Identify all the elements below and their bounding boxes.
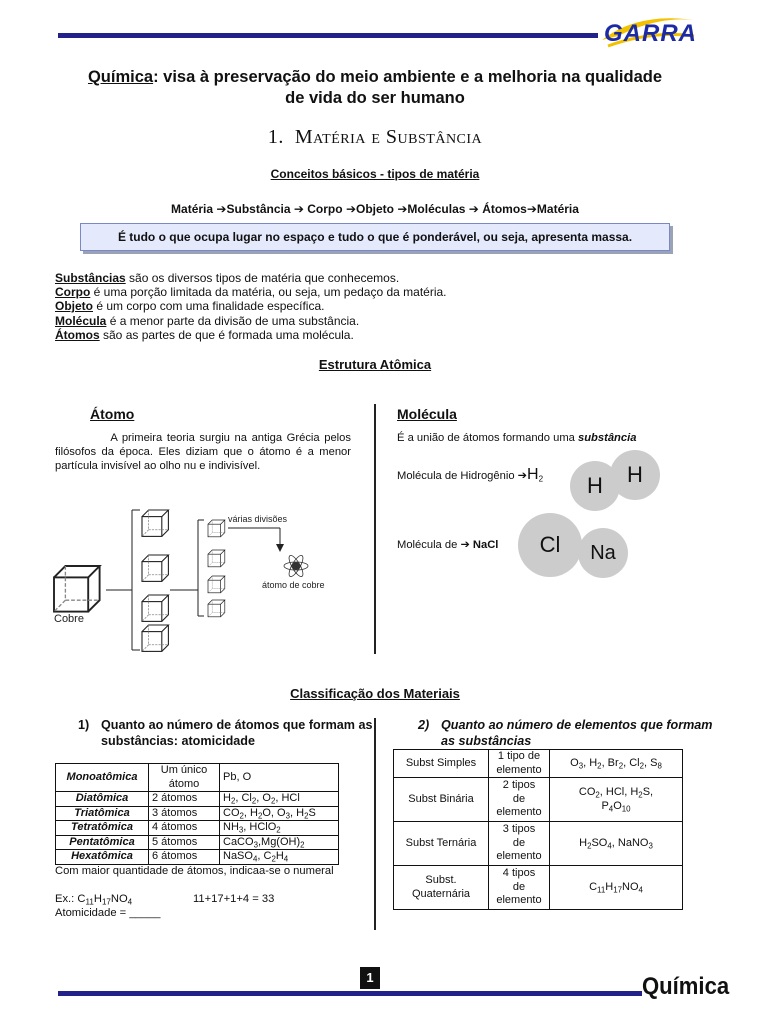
definition-term: Objeto: [55, 299, 93, 314]
table-row: [394, 778, 683, 822]
concepts-heading: Conceitos básicos - tipos de matéria: [270, 167, 480, 181]
table-cell: Pb, O: [220, 764, 339, 792]
small-cube-icon: [208, 550, 225, 567]
question-number: 2): [418, 718, 430, 732]
atom-heading: Átomo: [90, 406, 135, 422]
table-cell: Diatômica: [56, 792, 149, 807]
question-number: 1): [78, 718, 90, 732]
arrow-right-icon: ➔: [460, 539, 470, 551]
logo-text: GARRA: [604, 20, 697, 47]
definitions-list: [55, 271, 695, 342]
hydrogen-subscript: 2: [538, 474, 544, 484]
example-formula: $C_{11}H_{17}NO_4$: [77, 893, 133, 907]
table-cell: Hexatômica: [56, 850, 149, 865]
chain-item: Matéria: [536, 202, 579, 216]
atom-paragraph: [55, 431, 351, 473]
table-row: [394, 866, 683, 910]
table-cell: Subst. Quaternária: [394, 866, 489, 910]
molecule-desc-emphasis: substância: [577, 432, 637, 444]
definition-term: Molécula: [55, 313, 107, 328]
footer-rule: [58, 991, 642, 996]
table-cell: Tetratômica: [56, 821, 149, 836]
definition-term: Substâncias: [55, 271, 126, 285]
divisions-label: várias divisões: [228, 514, 288, 524]
definition-box: É tudo o que ocupa lugar no espaço e tudo o que é ponderável, ou seja, apresenta massa.: [80, 223, 670, 251]
table-cell: 2 tipos de elemento: [489, 778, 550, 822]
table-cell: 2 átomos: [149, 792, 220, 807]
title-line2: de vida do ser humano: [285, 89, 465, 107]
table-cell: $C_{11}H_{17}NO_4$: [550, 866, 683, 910]
molecule-heading: Molécula: [397, 406, 457, 422]
hydrogen-label-text: Molécula de Hidrogênio: [397, 470, 518, 482]
big-cube-icon: [54, 566, 100, 612]
small-cube-icon: [208, 600, 225, 617]
arrow-right-icon: ➔: [526, 202, 537, 216]
classification-heading: Classificação dos Materiais: [290, 686, 460, 701]
atomicity-table: [55, 763, 339, 865]
hydrogen-atom-circle: H: [570, 461, 620, 511]
section-title: [60, 126, 690, 149]
table-row: [56, 806, 339, 821]
header-rule: [58, 33, 598, 38]
table-cell: 3 átomos: [149, 806, 220, 821]
medium-cube-icon: [142, 510, 168, 536]
definition-text: é uma porção limitada da matéria, ou seja, um pedaço da matéria.: [90, 285, 447, 300]
table-cell: 4 tipos de elemento: [489, 866, 550, 910]
arrow-right-icon: ➔: [468, 202, 479, 216]
medium-cube-icon: [142, 555, 168, 581]
copper-division-diagram: [50, 500, 360, 660]
atom-icon: [284, 554, 308, 579]
footer-title: Química: [642, 973, 730, 1000]
column-divider: [374, 718, 376, 930]
table-cell: $CO_2$, $H_2O$, $O_3$, $H_2S$: [220, 806, 339, 821]
example-result: 11+17+1+4 = 33: [193, 893, 275, 905]
elements-table: [393, 749, 683, 910]
small-cube-icon: [208, 520, 225, 537]
molecule-description: [397, 432, 717, 444]
hydrogen-molecule-label: [397, 466, 543, 484]
table-cell: Um único átomo: [149, 764, 220, 792]
question-text: Quanto ao número de elementos que formam as substâncias: [441, 718, 713, 748]
question-text: Quanto ao número de átomos que formam as substâncias: atomicidade: [101, 718, 373, 748]
table-cell: 5 átomos: [149, 835, 220, 850]
molecule-desc-text: É a união de átomos formando uma: [397, 432, 578, 444]
chain-item: Corpo: [307, 202, 343, 216]
section-name: Matéria e Substância: [294, 126, 483, 148]
table-cell: $CO_2$, HCl, $H_2S$, $P_4O_{10}$: [550, 778, 683, 822]
example-prefix: Ex.:: [55, 893, 78, 905]
title-subject: Química: [87, 68, 154, 86]
chain-item: Átomos: [482, 202, 527, 216]
table-cell: Triatômica: [56, 806, 149, 821]
definition-text: são os diversos tipos de matéria que conhecemos.: [125, 271, 400, 285]
table-row: [394, 750, 683, 778]
table-row: [56, 792, 339, 807]
arrow-right-icon: ➔: [517, 470, 528, 482]
hydrogen-atom-circle: H: [610, 450, 660, 500]
table-cell: Subst Binária: [394, 778, 489, 822]
chain-item: Objeto: [356, 202, 394, 216]
definition-term: Corpo: [55, 285, 91, 300]
definition-item: [55, 328, 695, 342]
title-rest: : visa à preservação do meio ambiente e a melhoria na qualidade: [153, 68, 663, 86]
arrow-right-icon: ➔: [293, 202, 304, 216]
example-line: [55, 893, 355, 905]
arrow-right-icon: ➔: [345, 202, 356, 216]
definition-text: é a menor parte da divisão de uma substância.: [106, 313, 360, 328]
page-title: [50, 67, 700, 109]
table-cell: NaSO$_4$, $C_2H_4$: [220, 850, 339, 865]
matter-chain: [60, 202, 690, 216]
table-row: [56, 850, 339, 865]
section-number: 1.: [267, 126, 284, 148]
cube-label: Cobre: [54, 613, 84, 625]
atom-paragraph-text: A primeira teoria surgiu na antiga Grécia pelos filósofos da época. Eles diziam que o átomo é a menor partícula invisível ao olho nu e indivisível.: [55, 432, 351, 472]
table-cell: $H_2SO_4$, NaNO$_3$: [550, 822, 683, 866]
definition-text: são as partes de que é formada uma molécula.: [99, 327, 354, 342]
table-row: [56, 764, 339, 792]
definition-item: [55, 271, 695, 285]
column-divider: [374, 404, 376, 654]
medium-cube-icon: [142, 595, 168, 621]
table-cell: 3 tipos de elemento: [489, 822, 550, 866]
table-cell: 1 tipo de elemento: [489, 750, 550, 778]
medium-cube-icon: [142, 625, 168, 651]
small-cube-icon: [208, 576, 225, 593]
table-cell: Subst Simples: [394, 750, 489, 778]
table-cell: Monoatômica: [56, 764, 149, 792]
nacl-formula: NaCl: [472, 539, 499, 551]
table-cell: $CaCO_3,Mg(OH)_2$: [220, 835, 339, 850]
table-cell: Subst Ternária: [394, 822, 489, 866]
chain-item: Moléculas: [407, 202, 466, 216]
definition-item: [55, 299, 695, 313]
structure-heading: Estrutura Atômica: [318, 357, 432, 372]
arrow-right-icon: ➔: [216, 202, 227, 216]
after-table-text: Com maior quantidade de átomos, indicaa-se o numeral: [55, 865, 334, 877]
arrow-right-icon: ➔: [397, 202, 408, 216]
copper-atom-label: átomo de cobre: [262, 580, 325, 590]
table-cell: 6 átomos: [149, 850, 220, 865]
table-cell: $O_3$, $H_2$, $Br_2$, $Cl_2$, $S_8$: [550, 750, 683, 778]
table-cell: Pentatômica: [56, 835, 149, 850]
table-cell: 4 átomos: [149, 821, 220, 836]
nacl-label-text: Molécula de: [397, 539, 461, 551]
garra-logo: [598, 10, 698, 54]
chlorine-atom-circle: Cl: [518, 513, 582, 577]
definition-item: [55, 285, 695, 299]
table-row: [56, 835, 339, 850]
sodium-atom-circle: Na: [578, 528, 628, 578]
page-number: 1: [360, 967, 380, 989]
definition-item: [55, 314, 695, 328]
nacl-molecule-label: [397, 538, 498, 551]
table-cell: $NH_3$, HClO$_2$: [220, 821, 339, 836]
chain-item: Matéria: [171, 202, 214, 216]
definition-text: é um corpo com uma finalidade específica.: [93, 299, 325, 314]
table-row: [56, 821, 339, 836]
atomicity-line: Atomicidade = _____: [55, 907, 161, 919]
table-row: [394, 822, 683, 866]
table-cell: $H_2$, $Cl_2$, $O_2$, HCl: [220, 792, 339, 807]
hydrogen-formula: H: [527, 466, 539, 483]
definition-term: Átomos: [55, 327, 100, 342]
chain-item: Substância: [226, 202, 291, 216]
